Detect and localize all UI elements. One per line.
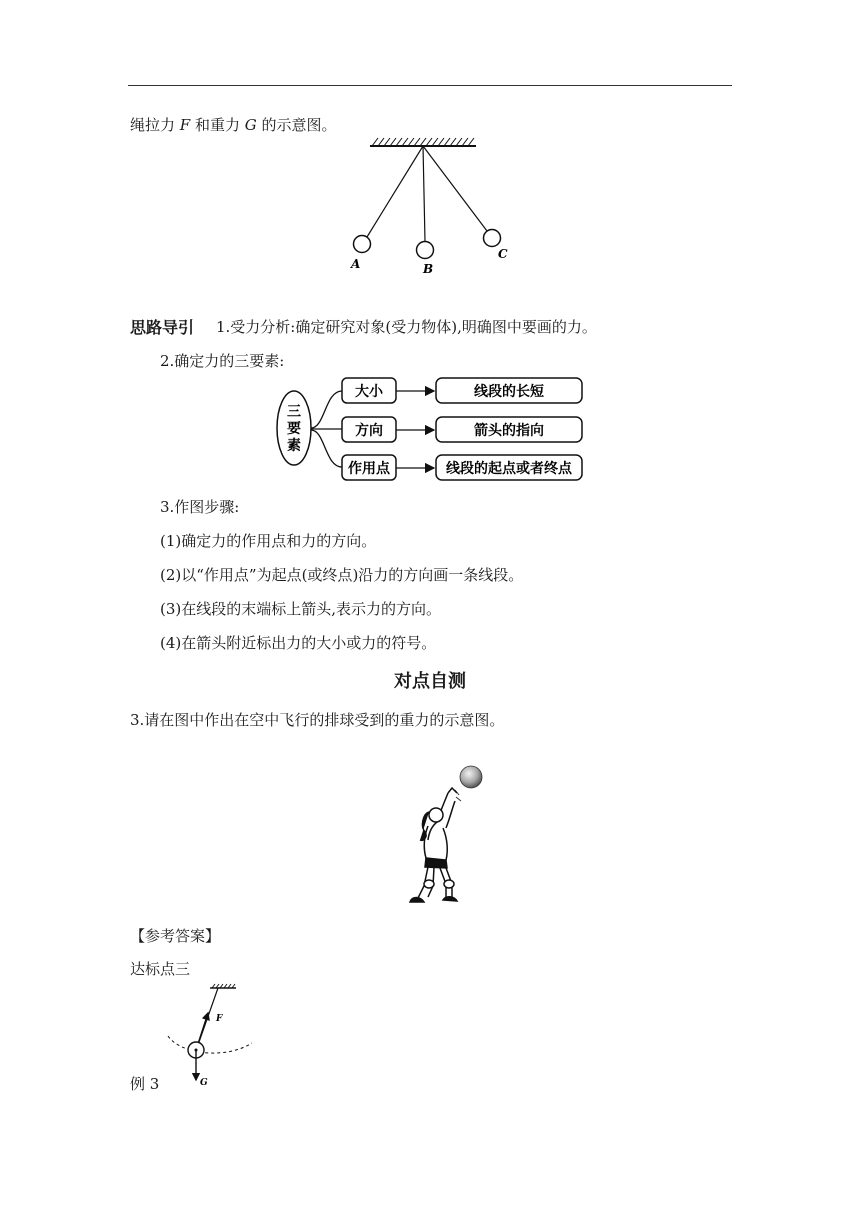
guide-step-3: 3.作图步骤:: [160, 498, 240, 516]
answers-subheading: 达标点三: [130, 960, 191, 978]
meaning-direction: 箭头的指向: [474, 423, 544, 439]
force-g-symbol: G: [244, 116, 257, 134]
label-a: A: [351, 257, 361, 271]
answer-label-g: G: [200, 1078, 208, 1088]
root-char-3: 素: [287, 438, 301, 454]
example-3-label: 例 3: [130, 1075, 160, 1093]
root-char-2: 要: [287, 421, 301, 437]
swing-path: [168, 1036, 252, 1053]
answers-heading: 【参考答案】: [130, 927, 221, 945]
guide-heading: 思路导引: [130, 318, 195, 337]
substep-4: (4)在箭头附近标出力的大小或力的符号。: [160, 634, 437, 652]
root-char-1: 三: [287, 404, 301, 420]
section-title: 对点自测: [394, 671, 466, 692]
answer-label-f: F: [216, 1014, 223, 1024]
intro-suffix: 的示意图。: [256, 116, 337, 134]
substep-1: (1)确定力的作用点和力的方向。: [160, 532, 377, 550]
meaning-size: 线段的长短: [474, 384, 544, 400]
substep-3: (3)在线段的末端标上箭头,表示力的方向。: [160, 600, 442, 618]
guide-step-2: 2.确定力的三要素:: [160, 352, 285, 370]
intro-mid: 和重力: [190, 116, 245, 134]
guide-step-1: 1.受力分析:确定研究对象(受力物体),明确图中要画的力。: [216, 318, 597, 336]
meaning-point: 线段的起点或者终点: [446, 461, 572, 477]
intro-prefix: 绳拉力: [130, 116, 180, 134]
label-b: B: [423, 262, 434, 276]
question-3: 3.请在图中作出在空中飞行的排球受到的重力的示意图。: [130, 711, 505, 729]
substep-2: (2)以“作用点”为起点(或终点)沿力的方向画一条线段。: [160, 566, 524, 584]
label-c: C: [498, 247, 508, 261]
element-name-point: 作用点: [348, 461, 390, 477]
element-name-size: 大小: [355, 384, 383, 400]
element-name-direction: 方向: [355, 423, 383, 439]
force-f-symbol: F: [179, 116, 191, 134]
